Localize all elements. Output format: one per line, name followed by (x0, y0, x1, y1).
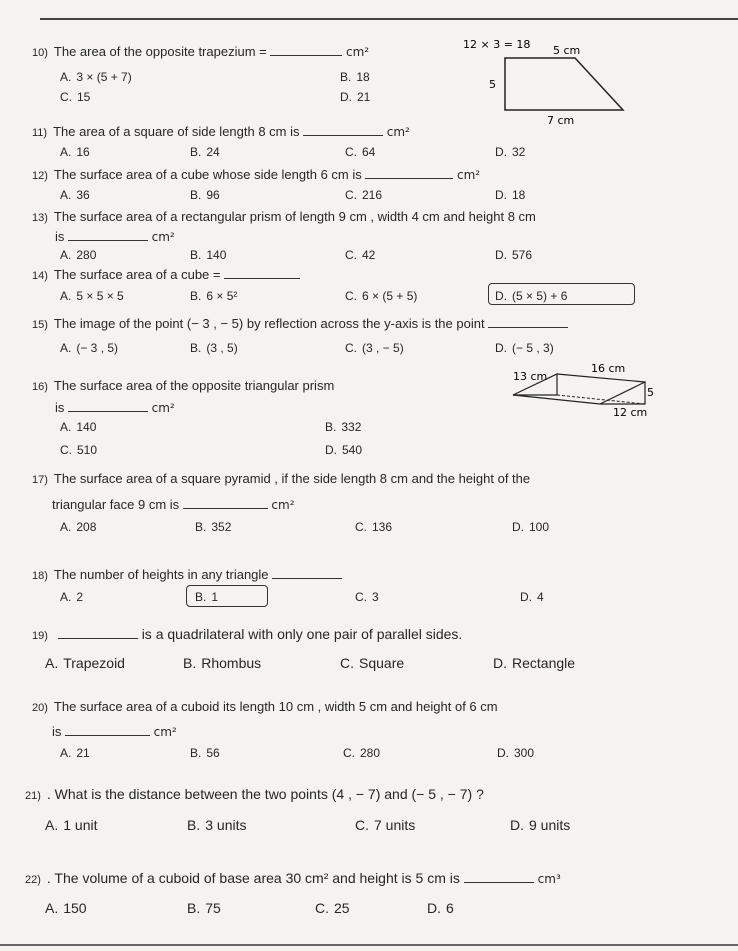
text: B. (340, 70, 352, 84)
option-a[interactable] (60, 248, 96, 262)
text: C. (345, 188, 357, 202)
text: 36 (76, 188, 90, 202)
option-a[interactable] (45, 900, 87, 916)
text: D. (495, 188, 507, 202)
text: cm² (151, 401, 175, 415)
text: 24 (206, 145, 220, 159)
text: 15) (32, 319, 48, 331)
text: 140 (76, 420, 97, 434)
text: 13) (32, 212, 48, 224)
text: is (55, 400, 65, 415)
answer-circle-b (186, 585, 268, 607)
text: 7 units (374, 817, 416, 833)
text: A. (60, 341, 72, 355)
option-d[interactable] (495, 188, 525, 202)
text: B. (190, 248, 202, 262)
option-d[interactable] (495, 341, 554, 355)
text: 100 (529, 520, 550, 534)
text: (3 , − 5) (362, 341, 404, 355)
option-c[interactable] (345, 188, 382, 202)
label-top: 5 cm (553, 44, 581, 57)
text: 20) (32, 702, 48, 714)
text: 56 (206, 746, 220, 760)
answer-blank[interactable] (224, 266, 300, 279)
text: The surface area of a square pyramid , if the side length 8 cm and the height of the (53, 471, 531, 486)
answer-blank[interactable] (270, 43, 342, 56)
option-a[interactable] (60, 289, 124, 303)
option-a[interactable] (45, 817, 97, 833)
text: 21) (25, 790, 41, 802)
answer-blank[interactable] (183, 496, 268, 509)
option-d[interactable] (497, 746, 534, 760)
option-c[interactable] (60, 90, 90, 104)
option-c[interactable] (343, 746, 380, 760)
answer-blank[interactable] (464, 870, 534, 883)
answer-circle-d (488, 283, 635, 305)
text: D. (427, 900, 441, 916)
text: 6 (446, 900, 454, 916)
text: The surface area of a cuboid its length 10 cm , width 5 cm and height of 6 cm (53, 699, 498, 714)
text: A. (60, 248, 72, 262)
option-c[interactable] (315, 900, 350, 916)
text: A. (60, 188, 72, 202)
text: is (55, 229, 65, 244)
text: 6 × 5² (206, 289, 238, 303)
text: The image of the point (− 3 , − 5) by reflection across the y-axis is the point (53, 316, 485, 331)
text: 12) (32, 170, 48, 182)
answer-blank[interactable] (488, 315, 568, 328)
text: C. (355, 520, 367, 534)
text: 352 (211, 520, 232, 534)
text: 25 (334, 900, 350, 916)
text: C. (60, 90, 72, 104)
trapezium-figure (455, 30, 655, 130)
text: B. (190, 188, 202, 202)
option-d[interactable] (512, 520, 549, 534)
text: Rhombus (201, 655, 262, 671)
text: A. (60, 590, 72, 604)
text: 4 (537, 590, 544, 604)
text: D. (493, 655, 507, 671)
option-a[interactable] (60, 520, 96, 534)
option-b[interactable] (190, 145, 220, 159)
text: A. (60, 520, 72, 534)
text: C. (60, 443, 72, 457)
text: D. (325, 443, 337, 457)
option-c[interactable] (355, 817, 415, 833)
text: B. (187, 817, 201, 833)
text: D. (520, 590, 532, 604)
option-c[interactable] (355, 590, 379, 604)
option-d[interactable] (520, 590, 544, 604)
label-base: 12 cm (613, 406, 648, 419)
text: 18 (356, 70, 370, 84)
text: The surface area of a cube = (53, 267, 221, 282)
text: 18 (512, 188, 526, 202)
bottom-rule (0, 944, 738, 946)
option-c[interactable] (340, 655, 404, 671)
text: 21 (357, 90, 371, 104)
question-text: The area of the opposite trapezium = (53, 44, 267, 59)
option-b[interactable] (190, 188, 220, 202)
text: 140 (206, 248, 227, 262)
text: 6 × (5 + 5) (362, 289, 418, 303)
text: 3 (372, 590, 379, 604)
option-d[interactable] (510, 817, 570, 833)
text: (− 3 , 5) (76, 341, 119, 355)
text: D. (495, 248, 507, 262)
text: C. (343, 746, 355, 760)
option-b[interactable] (183, 655, 261, 671)
option-b[interactable] (190, 746, 220, 760)
option-a[interactable] (60, 420, 96, 434)
text: Square (359, 655, 405, 671)
answer-blank[interactable] (68, 399, 148, 412)
option-b[interactable] (190, 341, 238, 355)
option-b[interactable] (187, 900, 221, 916)
text: D. (340, 90, 352, 104)
text: cm² (457, 168, 481, 182)
text: 1 unit (63, 817, 98, 833)
option-b[interactable] (340, 70, 370, 84)
text: The area of a square of side length 8 cm is (53, 124, 300, 139)
label-bottom: 7 cm (547, 114, 575, 127)
label-length: 16 cm (591, 362, 626, 375)
text: . What is the distance between the two points (4 , − 7) and (− 5 , − 7) ? (46, 786, 484, 802)
option-a[interactable] (60, 188, 90, 202)
text: B. (190, 746, 202, 760)
text: The surface area of a cube whose side length 6 cm is (53, 167, 362, 182)
option-a[interactable] (60, 746, 90, 760)
text: A. (60, 289, 72, 303)
text: 14) (32, 270, 48, 282)
text: 2 (76, 590, 84, 604)
text: The surface area of a rectangular prism of length 9 cm , width 4 cm and height 8 cm (53, 209, 536, 224)
text: 18) (32, 570, 48, 582)
text: C. (345, 248, 357, 262)
answer-blank[interactable] (58, 626, 138, 639)
option-b[interactable] (187, 817, 246, 833)
text: 5 × 5 × 5 (76, 289, 124, 303)
text: (− 5 , 3) (512, 341, 554, 355)
option-a[interactable] (60, 341, 118, 355)
text: cm² (271, 498, 295, 512)
text: Rectangle (512, 655, 576, 671)
text: 540 (342, 443, 363, 457)
option-c[interactable] (345, 145, 375, 159)
text: 1 (211, 590, 219, 604)
text: D. (495, 341, 507, 355)
text: 17) (32, 474, 48, 486)
text: 16 (76, 145, 90, 159)
label-height: 5 (647, 386, 654, 399)
text: C. (345, 145, 357, 159)
text: A. (60, 746, 72, 760)
answer-blank[interactable] (303, 123, 383, 136)
text: B. (190, 289, 202, 303)
text: The surface area of the opposite triangular prism (53, 378, 335, 393)
text: 11) (32, 127, 48, 139)
option-b[interactable] (325, 420, 361, 434)
text: is (52, 724, 62, 739)
text: D. (510, 817, 524, 833)
text: 32 (512, 145, 526, 159)
option-b[interactable] (195, 520, 231, 534)
text: A. (60, 145, 72, 159)
text: B. (195, 520, 207, 534)
top-rule (40, 18, 738, 20)
option-d[interactable] (427, 900, 454, 916)
option-c[interactable] (355, 520, 392, 534)
text: 280 (360, 746, 381, 760)
option-a[interactable] (60, 70, 132, 84)
option-a[interactable] (60, 145, 90, 159)
option-c[interactable] (60, 443, 97, 457)
option-d[interactable] (495, 248, 532, 262)
option-b[interactable] (190, 248, 226, 262)
text: 21 (76, 746, 90, 760)
text: 9 units (529, 817, 571, 833)
text: cm² (153, 725, 177, 739)
text: 15 (77, 90, 91, 104)
text: 3 × (5 + 7) (76, 70, 132, 84)
answer-blank[interactable] (272, 566, 342, 579)
text: C. (345, 341, 357, 355)
text: 96 (206, 188, 220, 202)
text: 16) (32, 381, 48, 393)
text: is a quadrilateral with only one pair of parallel sides. (141, 626, 463, 642)
text: cm² (151, 230, 175, 244)
text: 332 (341, 420, 362, 434)
text: D. (512, 520, 524, 534)
text: (3 , 5) (206, 341, 238, 355)
text: B. (195, 590, 207, 604)
text: 576 (512, 248, 533, 262)
text: 75 (205, 900, 221, 916)
text: B. (190, 145, 202, 159)
text: 510 (77, 443, 98, 457)
text: 300 (514, 746, 535, 760)
text: 208 (76, 520, 97, 534)
text: A. (45, 900, 59, 916)
option-a[interactable] (60, 590, 83, 604)
text: cm³ (537, 872, 561, 886)
text: B. (190, 341, 202, 355)
text: A. (45, 817, 59, 833)
text: C. (345, 289, 357, 303)
handwritten-work: 12 × 3 = 18 (463, 38, 531, 51)
answer-blank[interactable] (65, 723, 150, 736)
text: 216 (362, 188, 383, 202)
text: 42 (362, 248, 376, 262)
text: . The volume of a cuboid of base area 30 cm² and height is 5 cm is (46, 870, 460, 886)
text: cm² (386, 125, 410, 139)
answer-blank[interactable] (68, 228, 148, 241)
label-slant: 13 cm (513, 370, 548, 383)
option-c[interactable] (345, 289, 417, 303)
option-d[interactable] (495, 145, 525, 159)
text: (5 × 5) + 6 (512, 289, 568, 303)
option-d[interactable] (325, 443, 362, 457)
text: 3 units (205, 817, 247, 833)
option-d[interactable] (340, 90, 370, 104)
text: B. (187, 900, 201, 916)
text: C. (315, 900, 329, 916)
text: C. (355, 590, 367, 604)
text: A. (60, 420, 72, 434)
answer-blank[interactable] (365, 166, 453, 179)
option-b[interactable] (190, 289, 237, 303)
text: 150 (63, 900, 87, 916)
text: 280 (76, 248, 97, 262)
option-a[interactable] (45, 655, 125, 671)
question-number: 10) (32, 47, 48, 59)
triangular-prism-figure (505, 360, 655, 420)
text: 64 (362, 145, 376, 159)
text: D. (495, 289, 507, 303)
text: A. (60, 70, 72, 84)
text: D. (495, 145, 507, 159)
label-height: 5 (489, 78, 496, 91)
text: D. (497, 746, 509, 760)
option-c[interactable] (345, 248, 375, 262)
text: 19) (32, 630, 48, 642)
text: The number of heights in any triangle (53, 567, 269, 582)
text: C. (355, 817, 369, 833)
text: triangular face 9 cm is (52, 497, 180, 512)
text: B. (183, 655, 197, 671)
text: 136 (372, 520, 393, 534)
text: Trapezoid (63, 655, 125, 671)
unit: cm² (345, 45, 370, 59)
text: C. (340, 655, 354, 671)
text: B. (325, 420, 337, 434)
option-c[interactable] (345, 341, 404, 355)
option-d[interactable] (493, 655, 575, 671)
text: 22) (25, 874, 41, 886)
text: A. (45, 655, 59, 671)
